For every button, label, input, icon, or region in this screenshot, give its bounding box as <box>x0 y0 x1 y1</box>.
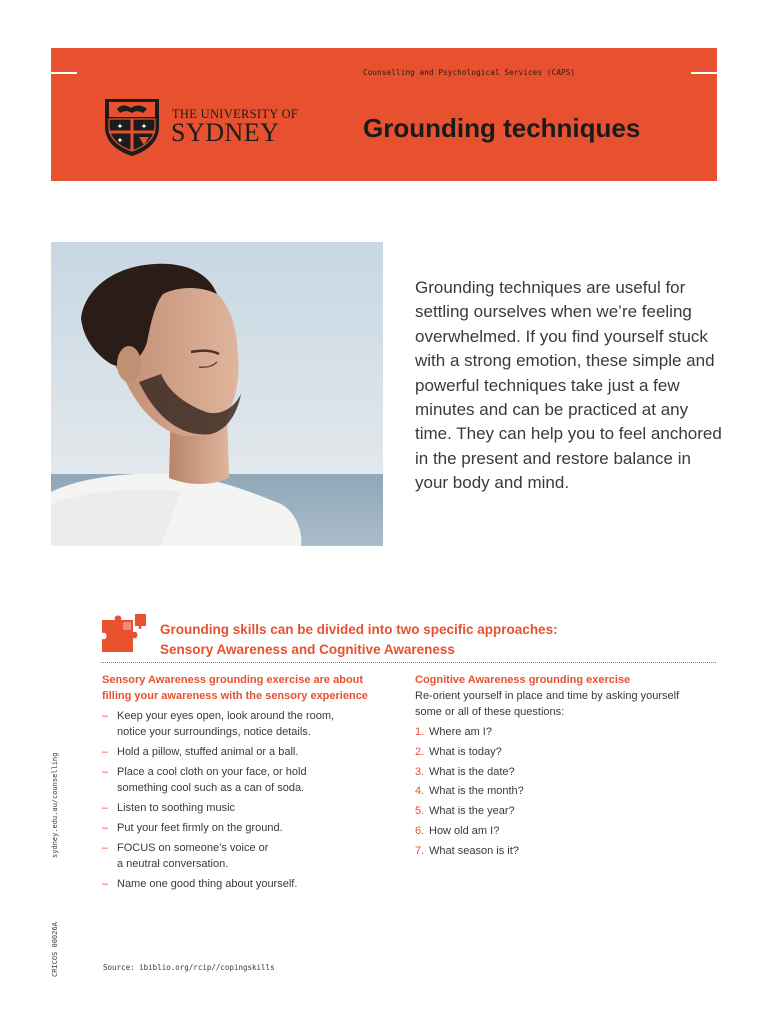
list-item <box>102 708 402 740</box>
approaches-heading <box>160 620 720 659</box>
list-item <box>102 764 402 796</box>
dotted-divider <box>101 662 716 663</box>
list-item <box>415 823 715 843</box>
cognitive-intro-line2: some or all of these questions: <box>415 706 565 718</box>
page-title: Grounding techniques <box>363 113 641 143</box>
cognitive-heading: Cognitive Awareness grounding exercise <box>415 674 631 686</box>
list-item-line1: Hold a pillow, stuffed animal or a ball. <box>117 746 299 758</box>
header-tick-left <box>51 72 77 74</box>
department-name: Counselling and Psychological Services (CAPS) <box>363 68 576 77</box>
website-url: sydney.edu.au/counselling <box>51 752 59 858</box>
university-name-line2: SYDNEY <box>171 118 280 147</box>
list-item <box>415 803 715 823</box>
list-item <box>102 820 402 836</box>
svg-text:✦: ✦ <box>140 122 148 131</box>
list-item <box>102 800 402 816</box>
dash-bullet: – <box>102 842 109 854</box>
cognitive-intro-line1: Re-orient yourself in place and time by asking yourself <box>415 690 680 702</box>
svg-text:✦: ✦ <box>116 136 124 145</box>
puzzle-icon <box>101 612 147 654</box>
cricos-code: CRICOS 00026A <box>51 922 59 977</box>
sensory-heading-line1: Sensory Awareness grounding exercise are about <box>102 674 364 686</box>
list-item <box>415 764 715 784</box>
list-item <box>415 783 715 803</box>
list-item-line1: Listen to soothing music <box>117 802 236 814</box>
sensory-heading <box>102 673 402 704</box>
intro-paragraph: Grounding techniques are useful for settling ourselves when we’re feeling overwhelmed. If you find yourself stuck with a strong emotion, these simple and powerful techniques take just a few minutes and can be practiced at any time. They can help you to feel anchored in the present and restore balance in your body and mind. <box>415 278 722 493</box>
question-number: 1. <box>415 726 425 738</box>
man-breathing-photo <box>51 242 383 546</box>
dash-bullet: – <box>102 710 109 722</box>
list-item-line2: something cool such as a can of soda. <box>117 782 305 794</box>
approaches-line2: Sensory Awareness and Cognitive Awareness <box>160 641 455 657</box>
university-crest-icon <box>103 97 161 157</box>
question-number: 6. <box>415 824 425 837</box>
questions-list <box>415 724 715 863</box>
dash-bullet: – <box>102 766 109 778</box>
question-text: How old am I? <box>429 824 500 837</box>
question-text: What is the date? <box>429 765 515 778</box>
list-item <box>415 744 715 764</box>
svg-text:✦: ✦ <box>116 122 124 131</box>
list-item-line1: Put your feet firmly on the ground. <box>117 822 283 834</box>
question-number: 3. <box>415 765 425 778</box>
university-name-line1: THE UNIVERSITY OF <box>172 107 299 121</box>
question-number: 2. <box>415 745 425 758</box>
approaches-line1: Grounding skills can be divided into two specific approaches: <box>160 622 558 637</box>
header-tick-right <box>691 72 717 74</box>
list-item <box>415 724 715 744</box>
dash-bullet: – <box>102 746 109 758</box>
question-text: Where am I? <box>429 726 492 738</box>
list-item <box>102 840 402 872</box>
sensory-list <box>102 708 402 896</box>
dash-bullet: – <box>102 878 109 890</box>
list-item-line1: FOCUS on someone’s voice or <box>117 842 269 854</box>
dash-bullet: – <box>102 822 109 834</box>
list-item-line1: Place a cool cloth on your face, or hold <box>117 766 307 778</box>
sensory-heading-line2: filling your awareness with the sensory experience <box>102 689 368 702</box>
cognitive-intro <box>415 688 725 720</box>
question-text: What is the year? <box>429 805 515 818</box>
question-number: 7. <box>415 844 425 857</box>
source-citation: Source: ibiblio.org/rcip//copingskills <box>103 963 275 972</box>
dash-bullet: – <box>102 802 109 814</box>
question-text: What is the month? <box>429 785 524 798</box>
list-item <box>102 744 402 760</box>
question-number: 5. <box>415 805 425 818</box>
list-item-line2: notice your surroundings, notice details. <box>117 726 311 738</box>
question-text: What is today? <box>429 745 502 758</box>
list-item-line1: Name one good thing about yourself. <box>117 878 298 890</box>
list-item <box>102 876 402 892</box>
list-item <box>415 843 715 863</box>
list-item-line1: Keep your eyes open, look around the room, <box>117 710 335 722</box>
list-item-line2: a neutral conversation. <box>117 858 229 870</box>
question-number: 4. <box>415 785 425 798</box>
question-text: What season is it? <box>429 844 519 857</box>
